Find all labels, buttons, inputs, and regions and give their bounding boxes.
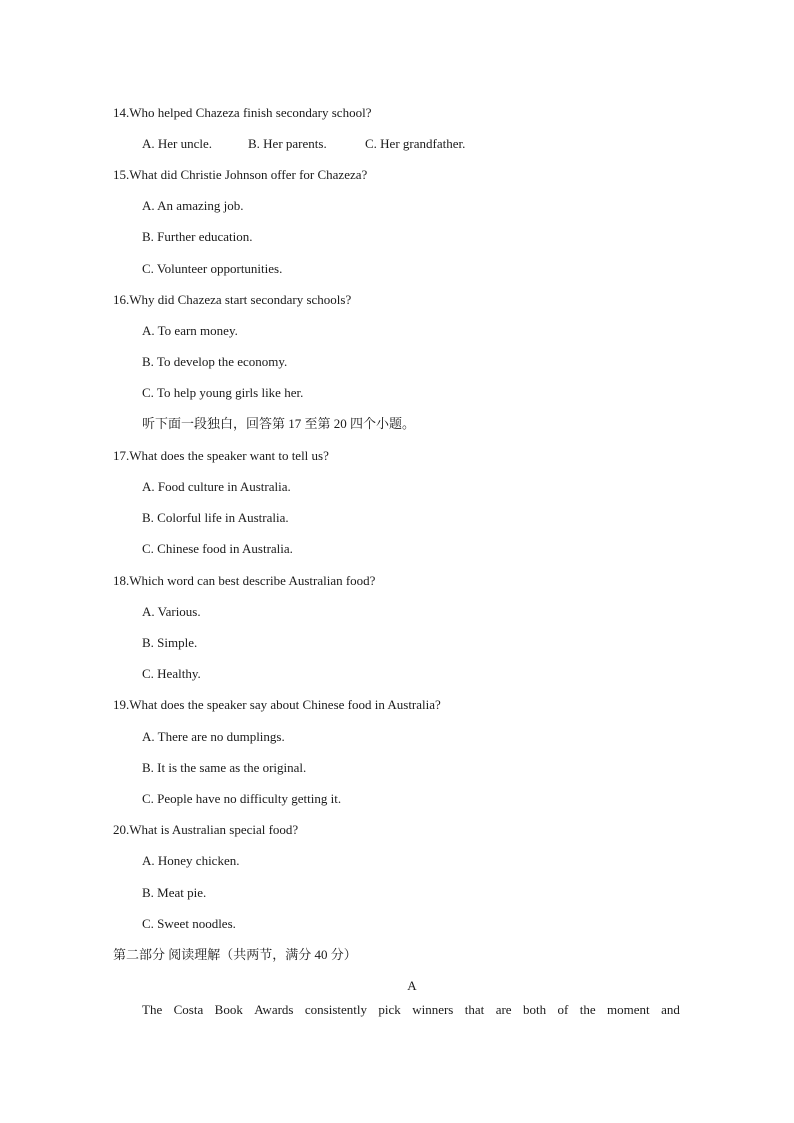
option-b: B. It is the same as the original. <box>142 760 307 775</box>
passage-word: pick <box>378 1002 401 1017</box>
option-c: C. Volunteer opportunities. <box>142 261 283 276</box>
passage-word: are <box>495 1002 512 1017</box>
question-16: 16.Why did Chazeza start secondary schools? <box>113 292 352 307</box>
passage-word: of <box>557 1002 569 1017</box>
passage-word: The <box>142 1002 163 1017</box>
option-c: C. Chinese food in Australia. <box>142 541 293 556</box>
question-19: 19.What does the speaker say about Chinese food in Australia? <box>113 697 441 712</box>
option-b: B. Her parents. <box>248 136 327 151</box>
passage-word: moment <box>607 1002 650 1017</box>
option-c: C. People have no difficulty getting it. <box>142 791 342 806</box>
option-a: A. An amazing job. <box>142 198 244 213</box>
option-a: A. There are no dumplings. <box>142 729 285 744</box>
option-b: B. Meat pie. <box>142 885 207 900</box>
question-20: 20.What is Australian special food? <box>113 822 299 837</box>
option-a: A. Various. <box>142 604 201 619</box>
option-c: C. To help young girls like her. <box>142 385 304 400</box>
monologue-instruction: 听下面一段独白，回答第 17 至第 20 四个小题。 <box>142 416 416 431</box>
question-18: 18.Which word can best describe Australian food? <box>113 573 376 588</box>
question-14: 14.Who helped Chazeza finish secondary school? <box>113 105 372 120</box>
passage-word: and <box>661 1002 680 1017</box>
option-c: C. Healthy. <box>142 666 201 681</box>
option-b: B. Further education. <box>142 229 253 244</box>
option-b: B. Simple. <box>142 635 198 650</box>
option-a: A. Her uncle. <box>142 136 213 151</box>
option-a: A. To earn money. <box>142 323 238 338</box>
passage-word: Awards <box>254 1002 294 1017</box>
passage-word: winners <box>412 1002 454 1017</box>
passage-word: Costa <box>173 1002 204 1017</box>
section-heading: 第二部分 阅读理解（共两节，满分 40 分） <box>113 947 357 962</box>
passage-word: the <box>579 1002 596 1017</box>
passage-first-line <box>142 1002 680 1018</box>
question-17: 17.What does the speaker want to tell us? <box>113 448 329 463</box>
passage-word: consistently <box>304 1002 367 1017</box>
passage-word: that <box>464 1002 485 1017</box>
option-c: C. Her grandfather. <box>365 136 466 151</box>
question-15: 15.What did Christie Johnson offer for Chazeza? <box>113 167 368 182</box>
option-b: B. To develop the economy. <box>142 354 288 369</box>
option-c: C. Sweet noodles. <box>142 916 236 931</box>
option-b: B. Colorful life in Australia. <box>142 510 289 525</box>
passage-word: both <box>522 1002 547 1017</box>
option-a: A. Food culture in Australia. <box>142 479 291 494</box>
passage-word: Book <box>214 1002 243 1017</box>
passage-label: A <box>407 978 417 993</box>
option-a: A. Honey chicken. <box>142 853 240 868</box>
